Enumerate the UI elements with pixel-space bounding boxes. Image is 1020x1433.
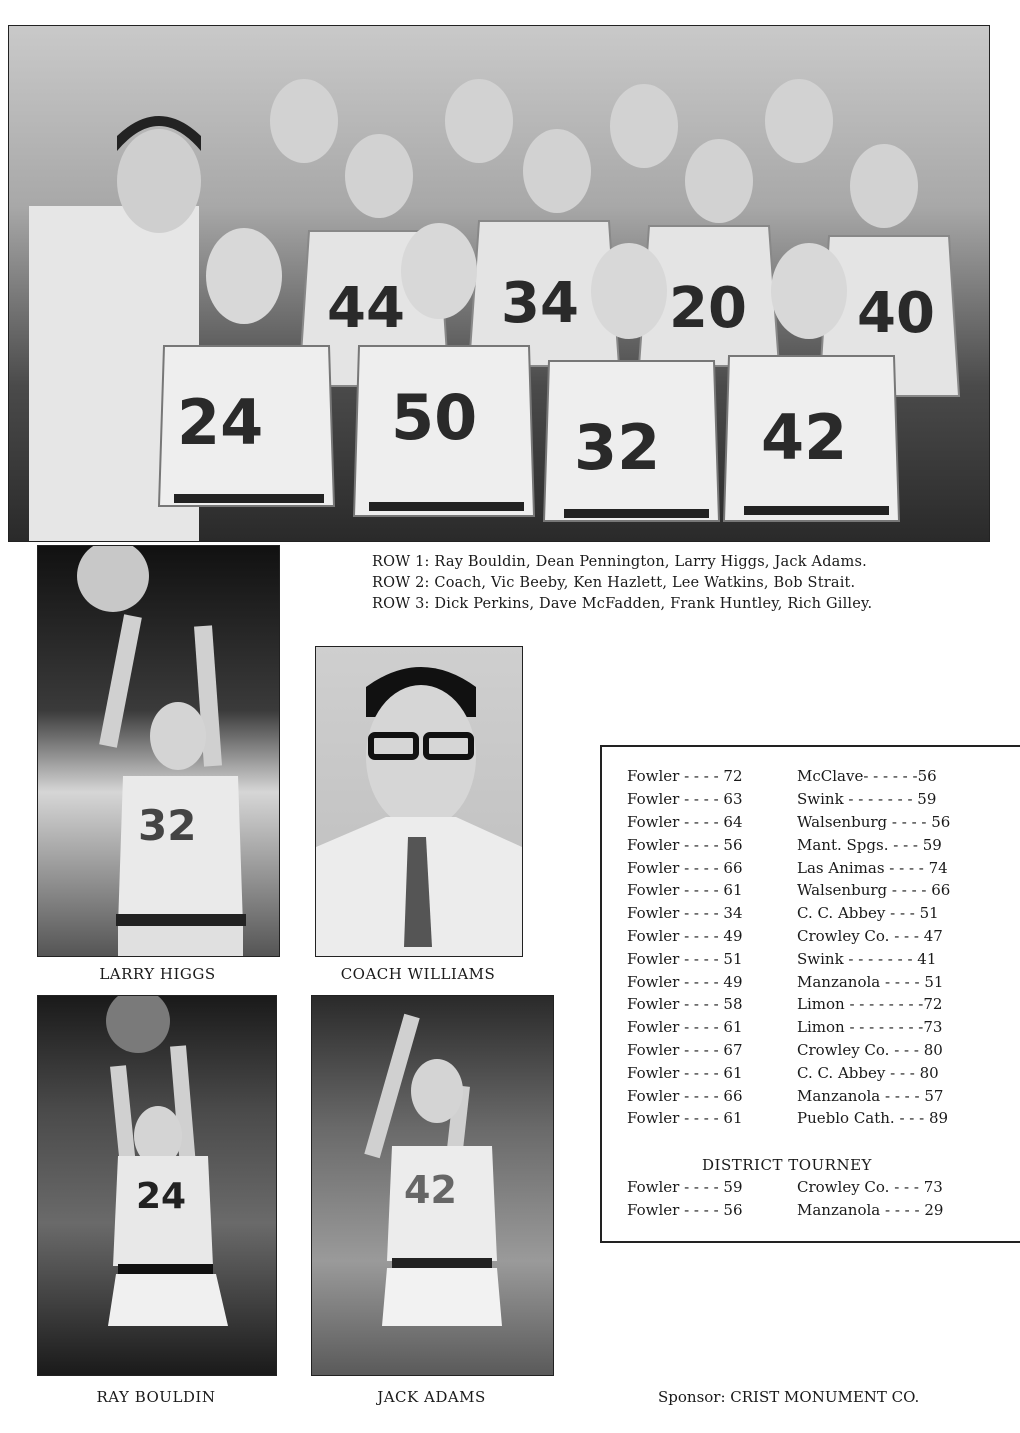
opponent-score: Crowley Co. - - - 73: [797, 1178, 943, 1196]
ray-bouldin-photo: [37, 995, 277, 1376]
fowler-score: Fowler - - - - 63: [627, 790, 743, 808]
opponent-score: C. C. Abbey - - - 51: [797, 904, 939, 922]
jersey-number: 20: [669, 276, 747, 341]
fowler-score: Fowler - - - - 61: [627, 881, 743, 899]
larry-higgs-photo: [37, 545, 280, 957]
fowler-score: Fowler - - - - 61: [627, 1018, 743, 1036]
sponsor-line: Sponsor: CRIST MONUMENT CO.: [658, 1388, 920, 1406]
jersey-number: 24: [136, 1176, 187, 1217]
jersey-number: 44: [327, 276, 405, 341]
opponent-score: Walsenburg - - - - 66: [797, 881, 951, 899]
jersey-number: 32: [138, 801, 197, 850]
opponent-score: Crowley Co. - - - 80: [797, 1041, 943, 1059]
fowler-score: Fowler - - - - 58: [627, 995, 743, 1013]
opponent-score: C. C. Abbey - - - 80: [797, 1064, 939, 1082]
fowler-score: Fowler - - - - 67: [627, 1041, 743, 1059]
player-figure: [38, 546, 279, 956]
opponent-score: Manzanola - - - - 57: [797, 1087, 944, 1105]
opponent-score: Manzanola - - - - 51: [797, 973, 944, 991]
opponent-score: Limon - - - - - - - -72: [797, 995, 943, 1013]
fowler-score: Fowler - - - - 59: [627, 1178, 743, 1196]
jersey-number: 42: [404, 1168, 457, 1212]
row-caption: ROW 3: Dick Perkins, Dave McFadden, Frank Huntley, Rich Gilley.: [372, 596, 873, 612]
fowler-score: Fowler - - - - 66: [627, 1087, 743, 1105]
jack-adams-photo: [311, 995, 554, 1376]
opponent-score: McClave- - - - - -56: [797, 767, 937, 785]
fowler-score: Fowler - - - - 66: [627, 859, 743, 877]
fowler-score: Fowler - - - - 49: [627, 927, 743, 945]
fowler-score: Fowler - - - - 56: [627, 836, 743, 854]
jersey-number: 50: [391, 381, 478, 454]
jersey-number: 24: [177, 386, 264, 459]
opponent-score: Manzanola - - - - 29: [797, 1201, 944, 1219]
fowler-score: Fowler - - - - 64: [627, 813, 743, 831]
fowler-score: Fowler - - - - 49: [627, 973, 743, 991]
opponent-score: Limon - - - - - - - -73: [797, 1018, 943, 1036]
row-captions: [372, 552, 872, 615]
coach-figure: [316, 647, 522, 956]
jersey-number: 32: [574, 411, 661, 484]
opponent-score: Las Animas - - - - 74: [797, 859, 948, 877]
team-photo: [8, 25, 990, 542]
season-scores-box: [600, 745, 1020, 1243]
jersey-number: 42: [761, 401, 848, 474]
jersey-number: 34: [501, 271, 579, 336]
jack-adams-caption: JACK ADAMS: [377, 1388, 486, 1406]
fowler-score: Fowler - - - - 61: [627, 1064, 743, 1082]
fowler-score: Fowler - - - - 72: [627, 767, 743, 785]
opponent-score: Crowley Co. - - - 47: [797, 927, 943, 945]
fowler-score: Fowler - - - - 56: [627, 1201, 743, 1219]
opponent-score: Walsenburg - - - - 56: [797, 813, 951, 831]
opponent-score: Swink - - - - - - - 41: [797, 950, 937, 968]
coach-williams-photo: [315, 646, 523, 957]
larry-higgs-caption: LARRY HIGGS: [99, 965, 216, 983]
opponent-score: Pueblo Cath. - - - 89: [797, 1109, 949, 1127]
jersey-number: 40: [857, 281, 935, 346]
fowler-score: Fowler - - - - 34: [627, 904, 743, 922]
coach-williams-caption: COACH WILLIAMS: [340, 965, 496, 983]
row-caption: ROW 2: Coach, Vic Beeby, Ken Hazlett, Lee Watkins, Bob Strait.: [372, 575, 856, 591]
opponent-score: Mant. Spgs. - - - 59: [797, 836, 942, 854]
fowler-score: Fowler - - - - 61: [627, 1109, 743, 1127]
opponent-score: Swink - - - - - - - 59: [797, 790, 937, 808]
district-tourney-title: DISTRICT TOURNEY: [702, 1156, 872, 1174]
row-caption: ROW 1: Ray Bouldin, Dean Pennington, Larry Higgs, Jack Adams.: [372, 554, 867, 570]
fowler-score: Fowler - - - - 51: [627, 950, 743, 968]
ray-bouldin-caption: RAY BOULDIN: [96, 1388, 216, 1406]
